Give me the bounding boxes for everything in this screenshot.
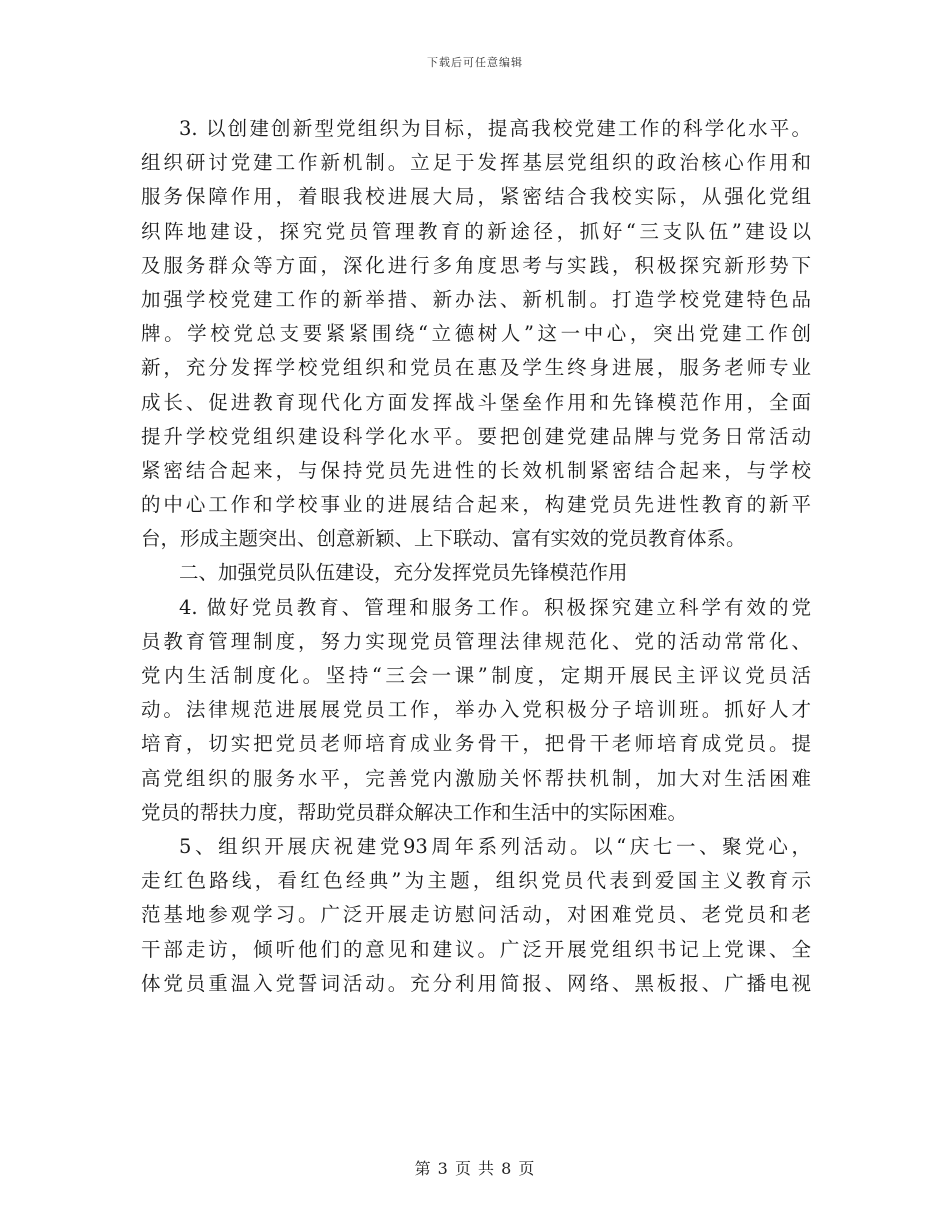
text-line: 员教育管理制度，努力实现党员管理法律规范化、党的活动常常化、	[141, 629, 811, 653]
document-body	[141, 112, 811, 1001]
text-line: 服务保障作用，着眼我校进展大局，紧密结合我校实际，从强化党组	[141, 185, 811, 209]
page-header-note: 下载后可任意编辑	[427, 56, 523, 69]
text-line: 及服务群众等方面，深化进行多角度思考与实践，积极探究新形势下	[141, 253, 811, 277]
text-line: 紧密结合起来，与保持党员先进性的长效机制紧密结合起来，与学校	[141, 458, 811, 482]
text-line: 牌。学校党总支要紧紧围绕“立德树人”这一中心，突出党建工作创	[141, 322, 811, 346]
text-line: 提升学校党组织建设科学化水平。要把创建党建品牌与党务日常活动	[141, 424, 811, 448]
text-line: 成长、促进教育现代化方面发挥战斗堡垒作用和先锋模范作用，全面	[141, 390, 811, 414]
text-line: 体党员重温入党誓词活动。充分利用简报、网络、黑板报、广播电视	[141, 971, 811, 995]
text-line: 新，充分发挥学校党组织和党员在惠及学生终身进展，服务老师专业	[141, 356, 811, 380]
text-line: 5、组织开展庆祝建党93周年系列活动。以“庆七一、聚党心，	[179, 834, 811, 858]
text-line: 3. 以创建创新型党组织为目标，提高我校党建工作的科学化水平。	[179, 117, 811, 140]
text-line: 织阵地建设，探究党员管理教育的新途径，抓好“三支队伍”建设以	[141, 219, 811, 243]
text-line: 二、加强党员队伍建设，充分发挥党员先锋模范作用	[179, 561, 628, 585]
text-line: 加强学校党建工作的新举措、新办法、新机制。打造学校党建特色品	[141, 287, 811, 311]
text-line: 动。法律规范进展展党员工作，举办入党积极分子培训班。抓好人才	[141, 698, 811, 722]
text-line: 组织研讨党建工作新机制。立足于发挥基层党组织的政治核心作用和	[141, 151, 811, 175]
text-line: 4. 做好党员教育、管理和服务工作。积极探究建立科学有效的党	[179, 595, 811, 619]
text-line: 培育，切实把党员老师培育成业务骨干，把骨干老师培育成党员。提	[141, 732, 811, 756]
text-line: 走红色路线，看红色经典”为主题，组织党员代表到爱国主义教育示	[141, 869, 811, 893]
text-line: 干部走访，倾听他们的意见和建议。广泛开展党组织书记上党课、全	[141, 937, 811, 961]
text-line: 台，形成主题突出、创意新颖、上下联动、富有实效的党员教育体系。	[141, 527, 746, 551]
text-line: 范基地参观学习。广泛开展走访慰问活动，对困难党员、老党员和老	[141, 903, 811, 927]
text-line: 党内生活制度化。坚持“三会一课”制度，定期开展民主评议党员活	[141, 664, 811, 687]
text-line: 高党组织的服务水平，完善党内激励关怀帮扶机制，加大对生活困难	[141, 766, 811, 790]
text-line: 党员的帮扶力度，帮助党员群众解决工作和生活中的实际困难。	[141, 800, 688, 824]
text-line: 的中心工作和学校事业的进展结合起来，构建党员先进性教育的新平	[141, 493, 811, 517]
page-number: 第 3 页 共 8 页	[414, 1159, 536, 1178]
